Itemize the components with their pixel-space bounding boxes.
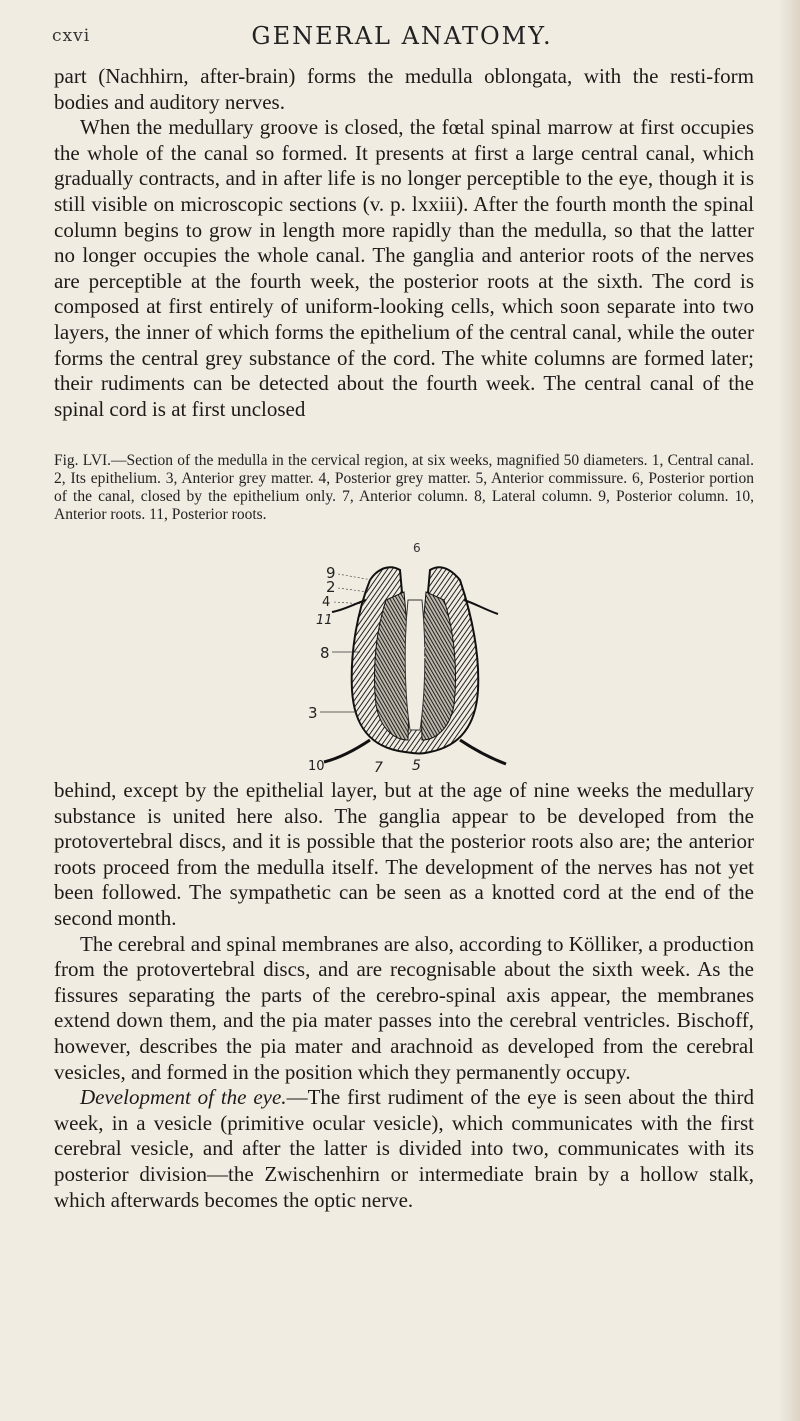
page-number: cxvi (52, 26, 91, 46)
paragraph-behind: behind, except by the epithelial layer, but at the age of nine weeks the medullary substance is united here also. The ganglia appear to be developed from the protovertebral discs, and it is possible that the posterior roots also are; the anterior roots proceed from the medulla itself. The development of the nerves has not yet been followed. The sympathetic can be seen as a knotted cord at the end of the second month. (54, 778, 754, 930)
page-edge-shadow (778, 0, 800, 1421)
label-3: 3 (308, 704, 318, 722)
label-2: 2 (326, 578, 336, 596)
paragraph-eye-body: —The first rudiment of the eye is seen about the third week, in a vesicle (primitive ocular vesicle), which communicates with the first cerebral vesicle, and after the latter is divided into two, communicates with its posterior division—the Zwischenhirn or intermediate brain by a hollow stalk, which afterwards becomes the optic nerve. (54, 1085, 754, 1212)
anterior-roots-right (460, 740, 506, 764)
paragraph-spinal-marrow: When the medullary groove is closed, the fœtal spinal marrow at first occupies the whole of the canal so formed. It presents at first a large central canal, which gradually contracts, and in after life is no longer perceptible to the eye, though it is still visible on microscopic sections (v. p. lxxiii). After the fourth month the spinal column begins to grow in length more rapidly than the medulla, so that the latter no longer occupies the whole canal. The ganglia and anterior roots of the nerves are perceptible at the fourth week, the posterior roots at the sixth. The cord is composed at first entirely of uniform-looking cells, which soon separate into two layers, the inner of which forms the epithelium of the central canal, while the outer forms the central grey substance of the cord. The white columns are formed later; their rudiments can be detected about the fourth week. The central canal of the spinal cord is at first unclosed (54, 115, 754, 421)
label-1: 1 (418, 644, 428, 662)
label-4: 4 (322, 595, 331, 610)
paragraph-continuation: part (Nachhirn, after-brain) forms the medulla oblongata, with the resti-form bodies and auditory nerves. (54, 64, 754, 114)
anterior-roots-left (324, 740, 370, 762)
label-5: 5 (412, 758, 421, 772)
label-8: 8 (320, 644, 330, 662)
label-6: 6 (413, 541, 421, 555)
label-11: 11 (316, 613, 333, 628)
label-9: 9 (326, 564, 336, 582)
figure-caption-text: Fig. LVI.—Section of the medulla in the cervical region, at six weeks, magnified 50 diameters. 1, Central canal. 2, Its epithelium. 3, Anterior grey matter. 4, Posterior grey matter. 5, Anterior commissure. 6, Posterior portion of the canal, closed by the epithelium only. 7, Anterior column. 8, Lateral column. 9, Posterior column. 10, Anterior roots. 11, Posterior roots. (54, 452, 754, 523)
body-text-top (54, 64, 754, 422)
paragraph-eye (54, 1085, 754, 1213)
label-10: 10 (308, 759, 325, 772)
page-header (52, 22, 752, 52)
section-heading-eye: Development of the eye. (80, 1085, 287, 1110)
running-title: GENERAL ANATOMY. (251, 22, 553, 50)
medulla-section-figure (300, 540, 520, 772)
central-canal (405, 600, 425, 730)
body-text-bottom (54, 778, 754, 1213)
paragraph-membranes: The cerebral and spinal membranes are also, according to Kölliker, a production from the protovertebral discs, and are recognisable about the sixth week. As the fissures separating the parts of the cerebro-spinal axis appear, the membranes extend down them, and the pia mater passes into the cerebral ventricles. Bischoff, however, describes the pia mater and arachnoid as developed from the cerebral vesicles, and formed in the position which they permanently occupy. (54, 931, 754, 1084)
figure-caption (54, 452, 754, 524)
label-7: 7 (374, 760, 383, 772)
